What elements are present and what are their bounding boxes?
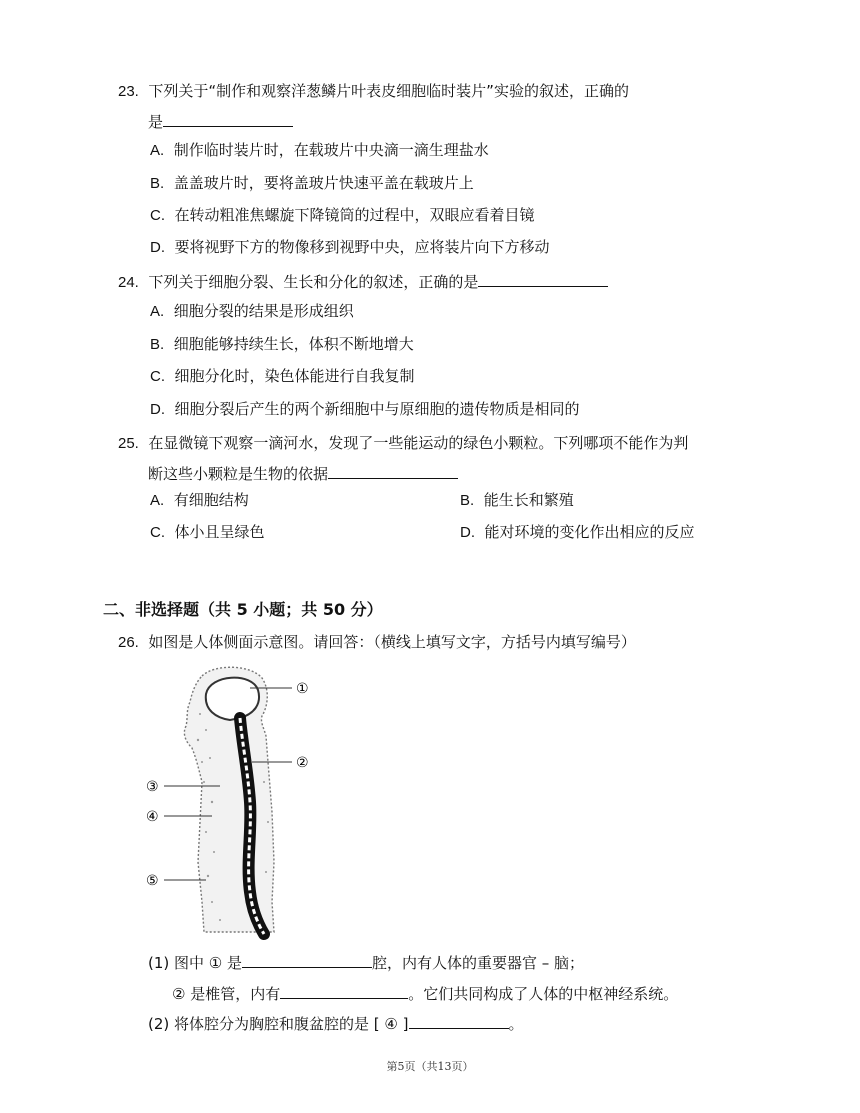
q24-number: 24. — [118, 274, 139, 291]
q26-part2-text-a: 将体腔分为胸腔和腹盆腔的是 [ ④ ] — [174, 1015, 409, 1033]
q24-option-d[interactable] — [150, 398, 580, 419]
figure-label-3: ③ — [146, 779, 159, 795]
q26-stem-text: 如图是人体侧面示意图。请回答：（横线上填写文字，方括号内填写编号） — [148, 633, 636, 651]
q26-part2-text-b: 。 — [508, 1015, 524, 1033]
q24-option-a-text: 细胞分裂的结果是形成组织 — [173, 302, 354, 320]
q25-answer-blank[interactable] — [328, 462, 458, 479]
section-2-title: 二、非选择题（共 5 小题；共 50 分） — [103, 600, 383, 619]
q23-option-b[interactable] — [150, 172, 474, 193]
q25-stem — [118, 432, 688, 453]
q25-option-b[interactable] — [460, 489, 574, 510]
q24-option-b[interactable] — [150, 333, 414, 354]
q25-option-b-letter: B. — [460, 492, 475, 509]
q23-option-d-letter: D. — [150, 239, 165, 256]
cranial-cavity — [206, 678, 259, 720]
q25-stem-line1: 在显微镜下观察一滴河水，发现了一些能运动的绿色小颗粒。下列哪项不能作为判 — [148, 434, 689, 452]
q24-option-a[interactable] — [150, 300, 354, 321]
q25-option-a-letter: A. — [150, 492, 165, 509]
q24-stem — [118, 270, 608, 292]
q23-option-c-text: 在转动粗准焦螺旋下降镜筒的过程中，双眼应看着目镜 — [174, 206, 535, 224]
q23-option-a-text: 制作临时装片时，在载玻片中央滴一滴生理盐水 — [173, 141, 489, 159]
figure-label-4: ④ — [146, 809, 159, 825]
q25-option-c-letter: C. — [150, 524, 165, 541]
q23-number: 23. — [118, 83, 139, 100]
q23-option-b-letter: B. — [150, 175, 165, 192]
q24-option-b-text: 细胞能够持续生长，体积不断地增大 — [173, 335, 414, 353]
q25-stem-line2 — [148, 462, 458, 484]
q24-option-a-letter: A. — [150, 303, 165, 320]
q23-option-b-text: 盖盖玻片时，要将盖玻片快速平盖在载玻片上 — [173, 174, 474, 192]
q24-option-c-text: 细胞分化时，染色体能进行自我复制 — [174, 367, 415, 385]
q23-stem-line2-text: 是 — [148, 113, 164, 131]
page-footer: 第5页（共13页） — [386, 1060, 474, 1073]
q23-stem — [118, 80, 629, 101]
q25-option-a[interactable] — [150, 489, 249, 510]
q24-option-b-letter: B. — [150, 336, 165, 353]
q26-part1-line1 — [148, 951, 584, 973]
figure-label-1: ① — [296, 681, 309, 697]
q24-option-c-letter: C. — [150, 368, 165, 385]
q25-option-d-text: 能对环境的变化作出相应的反应 — [484, 523, 695, 541]
q26-part1-blank-1[interactable] — [242, 951, 372, 968]
q23-option-d[interactable] — [150, 236, 550, 257]
q24-option-d-text: 细胞分裂后产生的两个新细胞中与原细胞的遗传物质是相同的 — [174, 400, 580, 418]
q23-option-a-letter: A. — [150, 142, 165, 159]
human-body-figure — [140, 662, 330, 942]
q26-stem — [118, 631, 636, 652]
q25-option-c[interactable] — [150, 521, 265, 542]
q23-option-d-text: 要将视野下方的物像移到视野中央，应将装片向下方移动 — [174, 238, 550, 256]
q26-part1-text-c: ② 是椎管，内有 — [172, 985, 281, 1003]
q24-option-d-letter: D. — [150, 401, 165, 418]
q26-part2-label: (2) — [148, 1015, 170, 1033]
q23-stem-line2 — [148, 110, 293, 132]
q23-stem-line1: 下列关于“制作和观察洋葱鳞片叶表皮细胞临时装片”实验的叙述，正确的 — [148, 82, 629, 100]
q25-option-b-text: 能生长和繁殖 — [483, 491, 574, 509]
q26-number: 26. — [118, 634, 139, 651]
q26-part1-label: (1) — [148, 954, 170, 972]
q23-option-c[interactable] — [150, 204, 535, 225]
q23-answer-blank[interactable] — [163, 110, 293, 127]
q26-part1-text-d: 。它们共同构成了人体的中枢神经系统。 — [408, 985, 679, 1003]
q26-part1-blank-2[interactable] — [280, 982, 408, 999]
q26-part2-blank[interactable] — [409, 1012, 509, 1029]
q26-part1-text-b: 腔，内有人体的重要器官 – 脑； — [372, 954, 585, 972]
q25-option-c-text: 体小且呈绿色 — [174, 523, 265, 541]
q25-option-d-letter: D. — [460, 524, 475, 541]
q26-part1-line2 — [172, 982, 678, 1004]
q25-number: 25. — [118, 435, 139, 452]
q26-part1-text-a: 图中 ① 是 — [174, 954, 243, 972]
q23-option-c-letter: C. — [150, 207, 165, 224]
q23-option-a[interactable] — [150, 139, 489, 160]
q24-answer-blank[interactable] — [478, 270, 608, 287]
q25-stem-line2-text: 断这些小颗粒是生物的依据 — [148, 465, 329, 483]
q25-option-a-text: 有细胞结构 — [173, 491, 249, 509]
q24-stem-text: 下列关于细胞分裂、生长和分化的叙述，正确的是 — [148, 273, 479, 291]
q24-option-c[interactable] — [150, 365, 415, 386]
q26-part2-line — [148, 1012, 524, 1034]
q25-option-d[interactable] — [460, 521, 695, 542]
figure-label-2: ② — [296, 755, 309, 771]
figure-label-5: ⑤ — [146, 873, 159, 889]
